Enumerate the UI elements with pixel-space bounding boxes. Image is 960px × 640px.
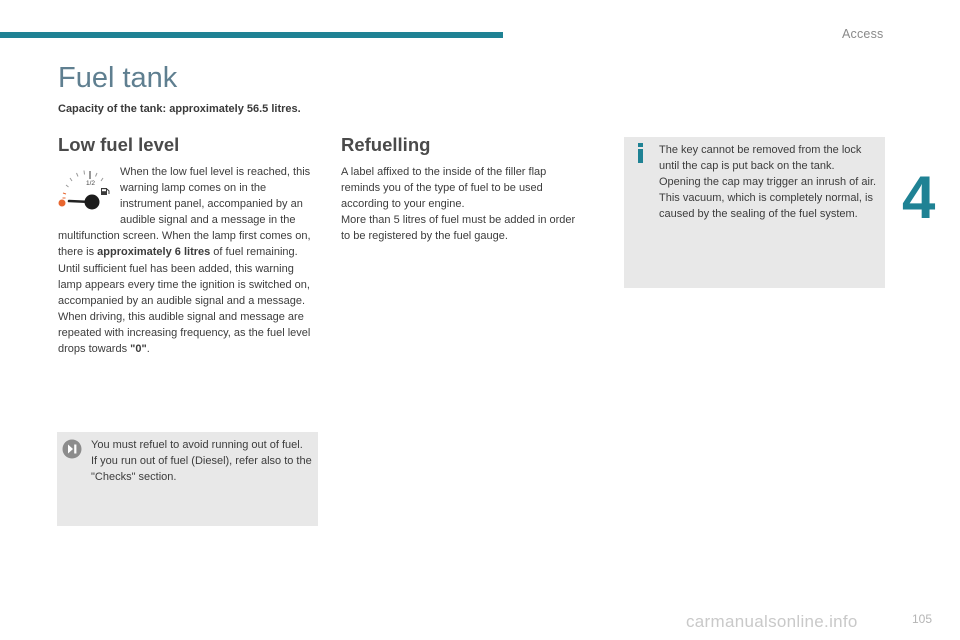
chapter-number: 4	[902, 164, 936, 231]
refuel-note-line-1: You must refuel to avoid running out of fuel.	[91, 439, 303, 451]
refuelling-paragraph-2: More than 5 litres of fuel must be added in order to be registered by the fuel gauge.	[341, 214, 576, 243]
page-title: Fuel tank	[58, 62, 178, 94]
low-fuel-text	[58, 164, 320, 357]
refuelling-text	[341, 164, 581, 244]
info-note-line-2: Opening the cap may trigger an inrush of air. This vacuum, which is completely normal, is caused by the sealing of the fuel system.	[659, 176, 877, 221]
info-icon	[635, 143, 647, 163]
gauge-half-label: 1/2	[86, 180, 96, 187]
fuel-cap-info-text	[659, 142, 881, 222]
page-number: 105	[912, 612, 933, 626]
tank-capacity: Capacity of the tank: approximately 56.5 litres.	[58, 103, 301, 115]
arrow-note-icon	[62, 439, 82, 459]
low-fuel-paragraph-2: Until sufficient fuel has been added, this warning lamp appears every time the ignition is switched on, accompanied by an audible signal and a message. When driving, this audible signal and message are repeated with increasing frequency, as the fuel level drops towards "0".	[58, 262, 311, 356]
refuel-warning-text	[91, 437, 313, 485]
info-note-line-1: The key cannot be removed from the lock until the cap is put back on the tank.	[659, 144, 862, 173]
refuelling-paragraph-1: A label affixed to the inside of the filler flap reminds you of the type of fuel to be used according to your engine.	[341, 166, 547, 211]
section-name: Access	[842, 27, 884, 41]
refuelling-heading: Refuelling	[341, 134, 431, 155]
watermark: carmanualsonline.info	[686, 612, 858, 631]
refuel-note-line-2: If you run out of fuel (Diesel), refer also to the "Checks" section.	[91, 455, 312, 484]
header-accent-bar	[0, 32, 503, 38]
low-fuel-paragraph-1: When the low fuel level is reached, this warning lamp comes on in the instrument panel, accompanied by an audible signal and a message in the multifunction screen. When the lamp first comes on, there is approximately 6 litres of fuel remaining.	[58, 166, 311, 259]
low-fuel-heading: Low fuel level	[58, 134, 180, 155]
